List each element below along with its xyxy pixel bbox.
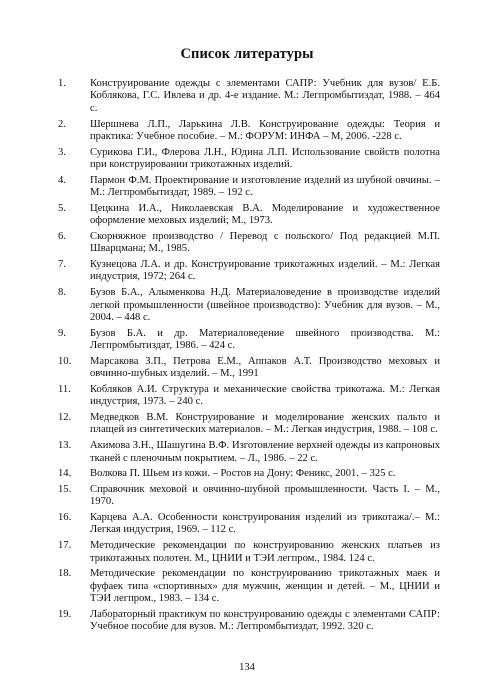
item-text: Сурикова Г.И., Флерова Л.Н., Юдина Л.П. Использование свойств полотна при конструировании трикотажных изделий.	[90, 146, 440, 171]
item-text: Кузнецова Л.А. и др. Конструирование трикотажных изделий. – М.: Легкая индустрия, 1972; 264 с.	[90, 259, 440, 283]
page-number: 134	[239, 662, 255, 673]
item-number: 9.	[58, 327, 66, 339]
list-item	[58, 175, 440, 200]
list-item	[58, 287, 440, 324]
item-number: 10.	[58, 355, 72, 367]
item-number: 8.	[58, 287, 66, 299]
item-text: Лабораторный практикум по конструированию одежды с элементами САПР: Учебное пособие для вузов. М.: Легпромбытиздат, 1992. 320 с.	[90, 608, 440, 633]
page-title: Список литературы	[180, 46, 314, 62]
list-item	[58, 484, 440, 509]
item-number: 1.	[58, 78, 66, 89]
item-number: 7.	[58, 259, 66, 271]
item-text: Бузов Б.А., Алыменкова Н.Д. Материаловедение в производстве изделий легкой промышленности (швейное производство): Учебник для вузов. – М., 2004. – 448 с.	[90, 287, 440, 323]
list-item	[58, 609, 440, 634]
item-text: Волкова П. Шьем из кожи. – Ростов на Дону: Феникс, 2001. – 325 с.	[90, 468, 396, 480]
list-item	[58, 512, 440, 537]
list-item	[58, 328, 440, 353]
item-number: 13.	[58, 440, 72, 452]
item-number: 16.	[58, 512, 72, 524]
item-text: Методические рекомендации по конструированию трикотажных маек и фуфаек типа «спортивных» для мужчин, женщин и детей. – М., ЦНИИ и ТЭИ легпром., 1983. – 134 с.	[90, 568, 440, 605]
item-number: 4.	[58, 174, 66, 186]
bibliography-list	[58, 78, 440, 637]
item-number: 11.	[58, 383, 71, 395]
item-text: Карцева А.А. Особенности конструирования изделий из трикотажа/.– М.: Легкая индустрия, 1969. – 112 с.	[90, 512, 440, 536]
item-text: Справочник меховой и овчинно-шубной промышленности. Часть I. – М., 1970.	[90, 483, 440, 508]
item-text: Конструирование одежды с элементами САПР: Учебник для вузов/ Е.Б. Коблякова, Г.С. Ивлева и др. 4-е издание. М.: Легпромбытиздат, 1988. – 464 с.	[90, 78, 440, 114]
list-item	[58, 147, 440, 172]
list-item	[58, 259, 440, 284]
list-item	[58, 568, 440, 605]
list-item	[58, 540, 440, 565]
item-number: 18.	[58, 568, 72, 580]
item-text: Бузов Б.А. и др. Материаловедение швейного производства. М.: Легпромбытиздат, 1986. – 424 с.	[90, 327, 440, 352]
item-number: 3.	[58, 146, 66, 158]
item-number: 6.	[58, 230, 66, 242]
item-number: 17.	[58, 540, 72, 552]
item-number: 15.	[58, 483, 72, 495]
item-number: 14.	[58, 468, 72, 480]
item-number: 19.	[58, 608, 72, 620]
item-number: 12.	[58, 412, 72, 424]
list-item	[58, 356, 440, 381]
list-item	[58, 384, 440, 409]
list-item	[58, 203, 440, 228]
list-item	[58, 78, 440, 115]
item-number: 5.	[58, 202, 66, 214]
item-text: Методические рекомендации по конструированию женских платьев из трикотажных полотен. М., ЦНИИ и ТЭИ легпром., 1984. 124 с.	[90, 540, 440, 564]
item-text: Медведков В.М. Конструирование и моделирование женских пальто и плащей из синтетических материалов. – М.: Легкая индустрия, 1988. – 108 с.	[90, 412, 440, 436]
item-text: Шершнева Л.П., Ларькина Л.В. Конструирование одежды: Теория и практика: Учебное пособие. – М.: ФОРУМ: ИНФА – М, 2006. -228 с.	[90, 118, 440, 142]
list-item	[58, 231, 440, 256]
list-item	[58, 468, 440, 480]
item-text: Акимова З.Н., Шашугина В.Ф. Изготовление верхней одежды из капроновых тканей с пленочным покрытием. – Л., 1986. – 22 с.	[90, 440, 440, 464]
item-text: Кобляков А.И. Структура и механические свойства трикотажа. М.: Легкая индустрия, 1973. – 240 с.	[90, 383, 440, 408]
item-text: Марсакова З.П., Петрова Е.М., Аппаков А.Т. Производство меховых и овчинно-шубных изделий. – М., 1991	[90, 355, 440, 380]
list-item	[58, 440, 440, 465]
item-text: Пармон Ф.М. Проектирование и изготовление изделий из шубной овчины. – М.: Легпромбытиздат, 1989. – 192 с.	[90, 174, 440, 199]
list-item	[58, 119, 440, 144]
list-item	[58, 412, 440, 437]
item-text: Скорняжное производство / Перевод с польского/ Под редакцией М.П. Шварцмана; М., 1985.	[90, 230, 440, 255]
item-number: 2.	[58, 118, 66, 130]
item-text: Цецкина И.А., Николаевская В.А. Моделирование и художественное оформление меховых изделий; М., 1973.	[90, 202, 440, 227]
